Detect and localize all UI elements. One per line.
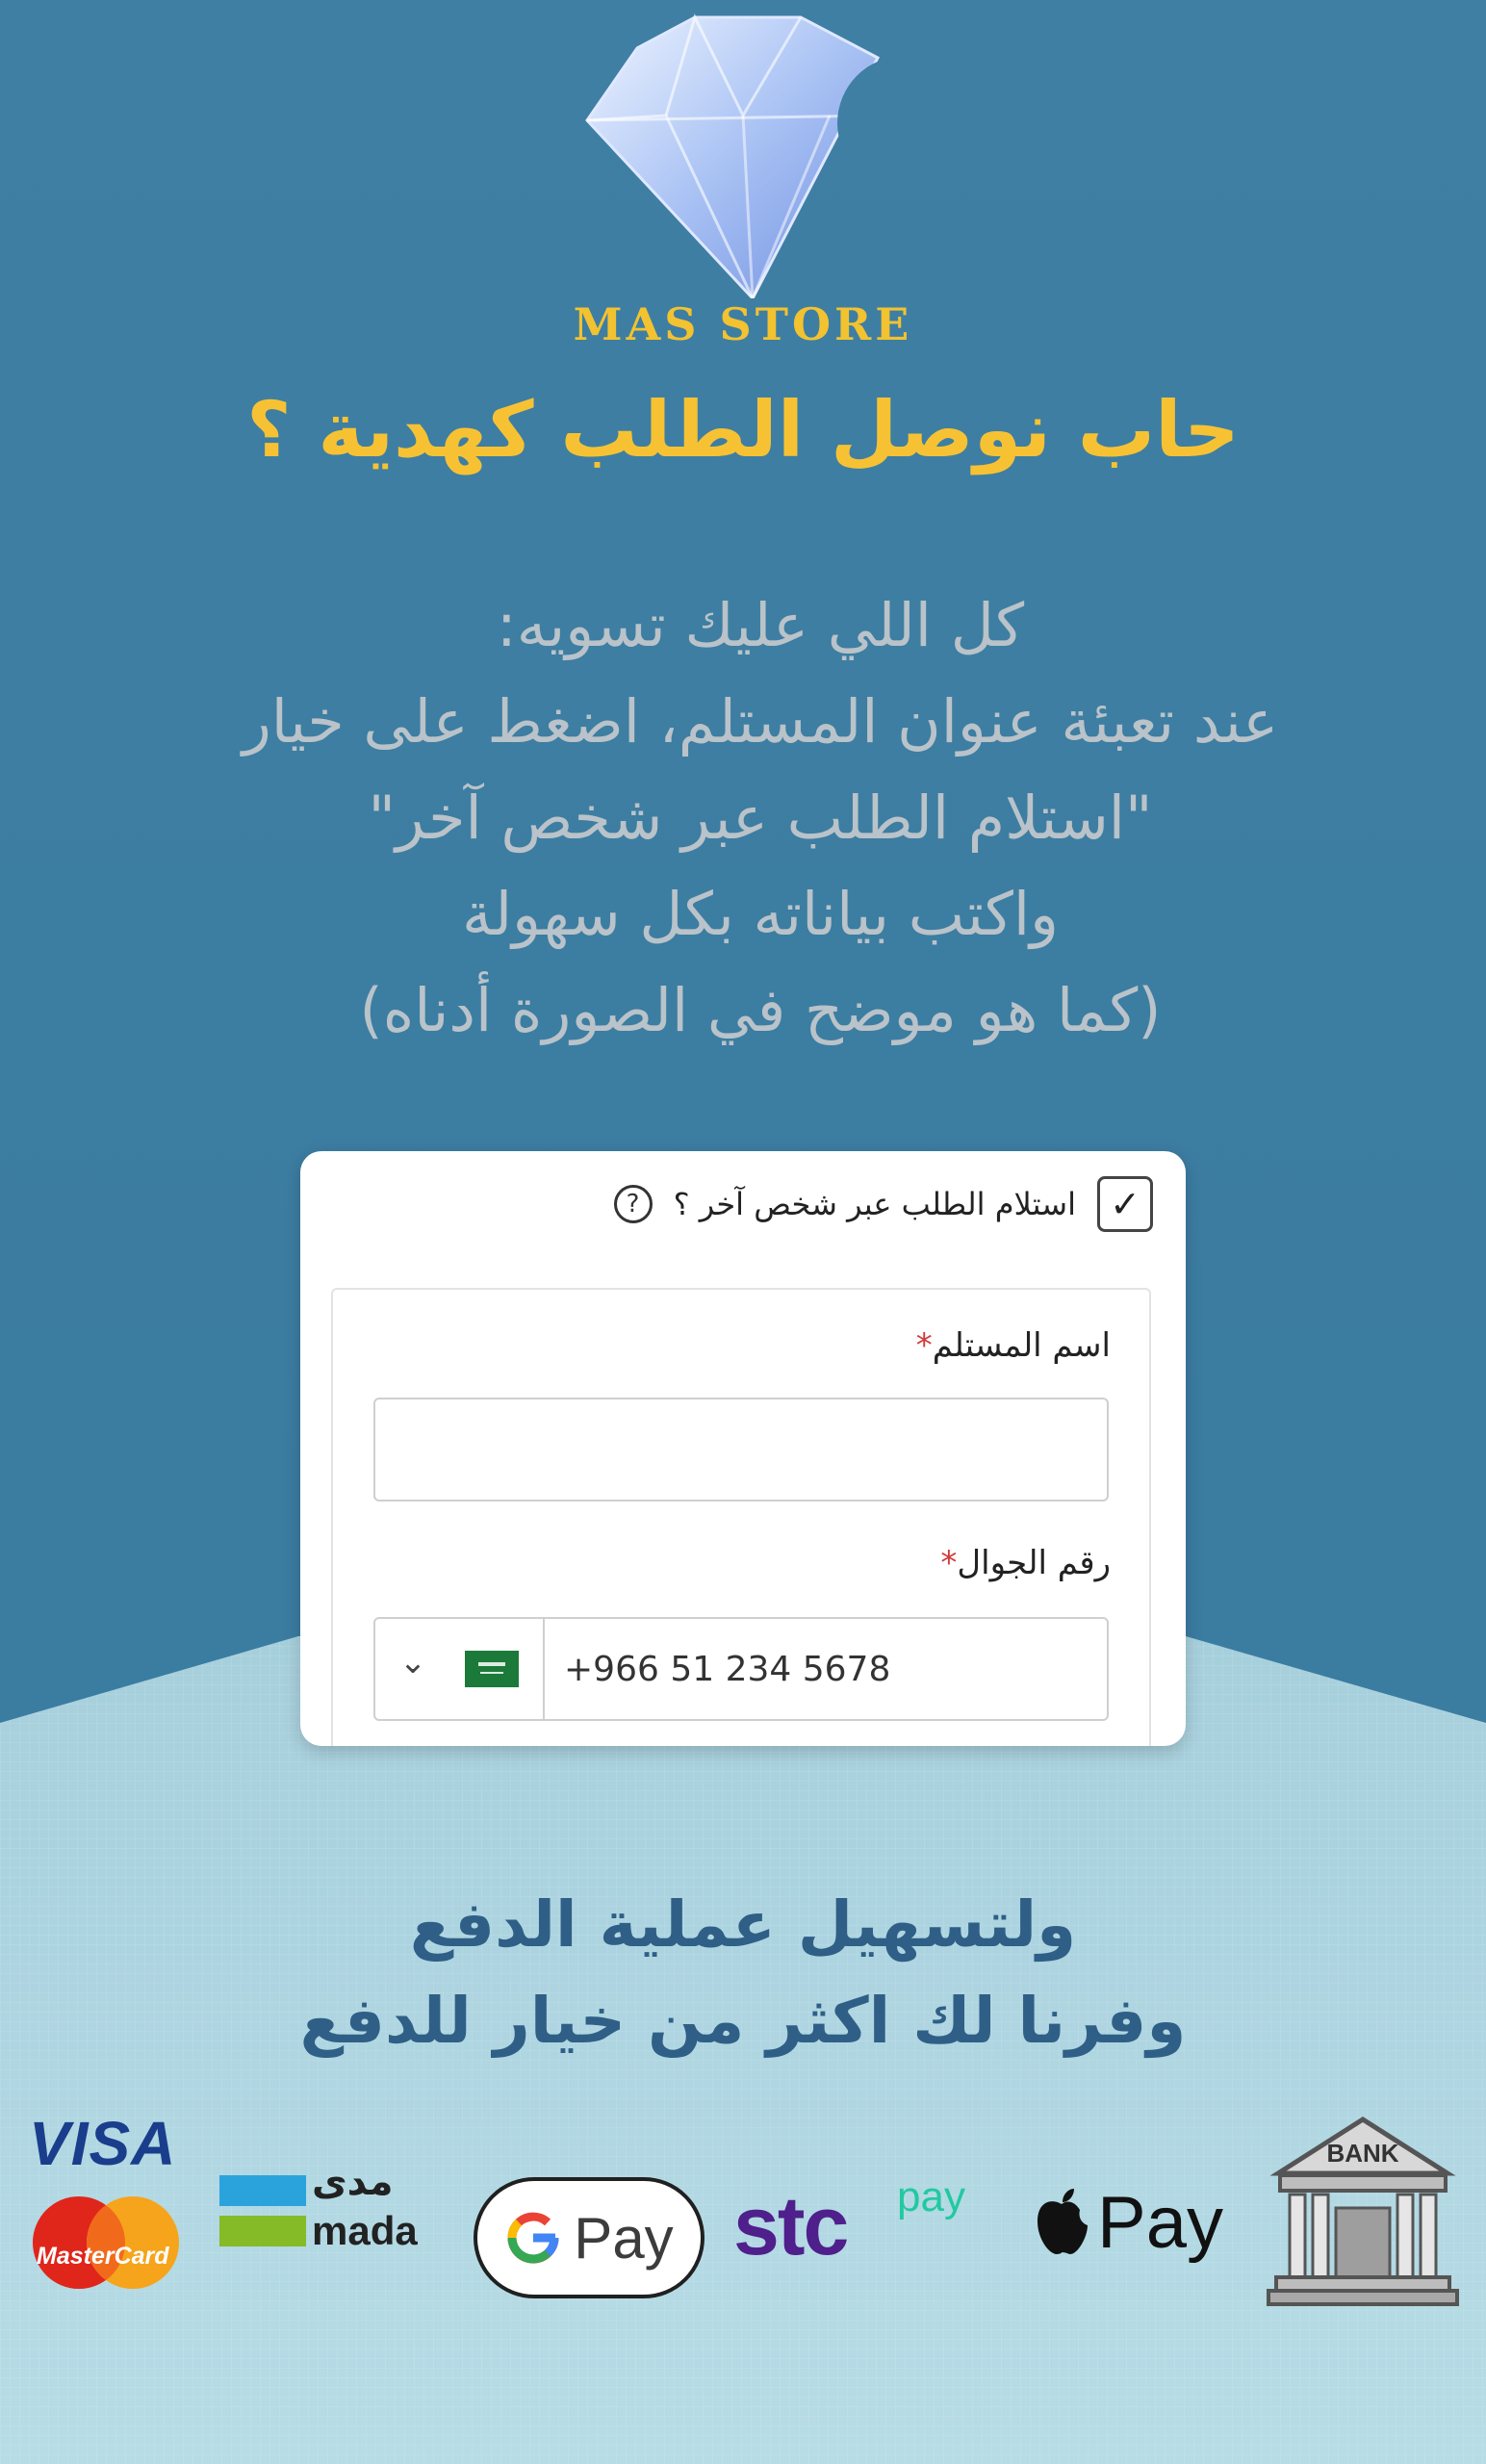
instruction-line: (كما هو موضح في الصورة أدناه) — [359, 975, 1162, 1045]
google-g-icon — [504, 2209, 562, 2267]
bank-building-icon — [1267, 2116, 1459, 2308]
mada-arabic: مدى — [312, 2160, 394, 2204]
google-pay-badge — [474, 2177, 705, 2298]
visa-mastercard-logo — [29, 2108, 183, 2320]
country-code-select[interactable] — [375, 1619, 545, 1719]
other-recipient-label: استلام الطلب عبر شخص آخر ؟ — [673, 1186, 1076, 1222]
recipient-fields — [331, 1288, 1151, 1746]
mada-bars-icon — [219, 2175, 306, 2248]
phone-label: رقم الجوال — [957, 1544, 1111, 1582]
bank-transfer-logo — [1267, 2116, 1459, 2308]
mastercard-wordmark: MasterCard — [37, 2243, 169, 2270]
payment-heading-line: وفرنا لك اكثر من خيار للدفع — [299, 1984, 1187, 2058]
brand-name: MAS STORE — [573, 298, 913, 350]
mastercard-logo — [29, 2194, 183, 2291]
instruction-line: كل اللي عليك تسويه: — [496, 590, 1025, 660]
saudi-arabia-flag-icon — [465, 1651, 519, 1687]
stc-pay-logo — [733, 2173, 993, 2289]
other-recipient-option — [614, 1170, 1153, 1238]
mada-logo — [219, 2160, 431, 2262]
payment-heading-line: ولتسهيل عملية الدفع — [409, 1887, 1077, 1962]
visa-logo: VISA — [29, 2109, 177, 2178]
apple-pay-wordmark: Pay — [1097, 2182, 1223, 2264]
payment-heading — [192, 1877, 1294, 2069]
apple-pay-logo — [1034, 2177, 1245, 2283]
phone-input[interactable]: +966 51 234 5678 — [564, 1649, 891, 1689]
other-recipient-checkbox[interactable] — [1097, 1176, 1153, 1232]
required-mark: * — [940, 1544, 958, 1582]
bank-wordmark: BANK — [1326, 2139, 1399, 2168]
stc-pay-wordmark: pay — [897, 2173, 965, 2220]
recipient-name-label-row — [907, 1326, 1111, 1365]
brand-logo — [551, 10, 935, 356]
stc-wordmark: stc — [733, 2180, 848, 2272]
check-icon: ✓ — [1110, 1183, 1140, 1225]
chevron-down-icon: ⌄ — [398, 1643, 427, 1681]
gift-headline: حاب نوصل الطلب كهدية ؟ — [246, 385, 1240, 475]
required-mark: * — [915, 1326, 933, 1365]
google-pay-logo — [474, 2177, 705, 2298]
diamond-moon-icon — [551, 10, 935, 298]
instruction-line: عند تعبئة عنوان المستلم، اضغط على خيار — [242, 686, 1279, 757]
google-pay-wordmark: Pay — [574, 2205, 674, 2271]
instructions-block — [135, 578, 1386, 1059]
recipient-name-label: اسم المستلم — [932, 1326, 1111, 1365]
phone-label-row — [931, 1544, 1111, 1582]
apple-icon — [1034, 2187, 1089, 2256]
recipient-name-input[interactable] — [373, 1398, 1109, 1502]
recipient-form-card — [300, 1151, 1186, 1746]
mada-english: mada — [312, 2208, 418, 2253]
instruction-line: واكتب بياناته بكل سهولة — [461, 879, 1060, 949]
phone-field — [373, 1617, 1109, 1721]
help-icon[interactable]: ? — [614, 1185, 653, 1223]
instruction-line: "استلام الطلب عبر شخص آخر" — [368, 783, 1153, 853]
payment-methods-row — [0, 2108, 1486, 2329]
